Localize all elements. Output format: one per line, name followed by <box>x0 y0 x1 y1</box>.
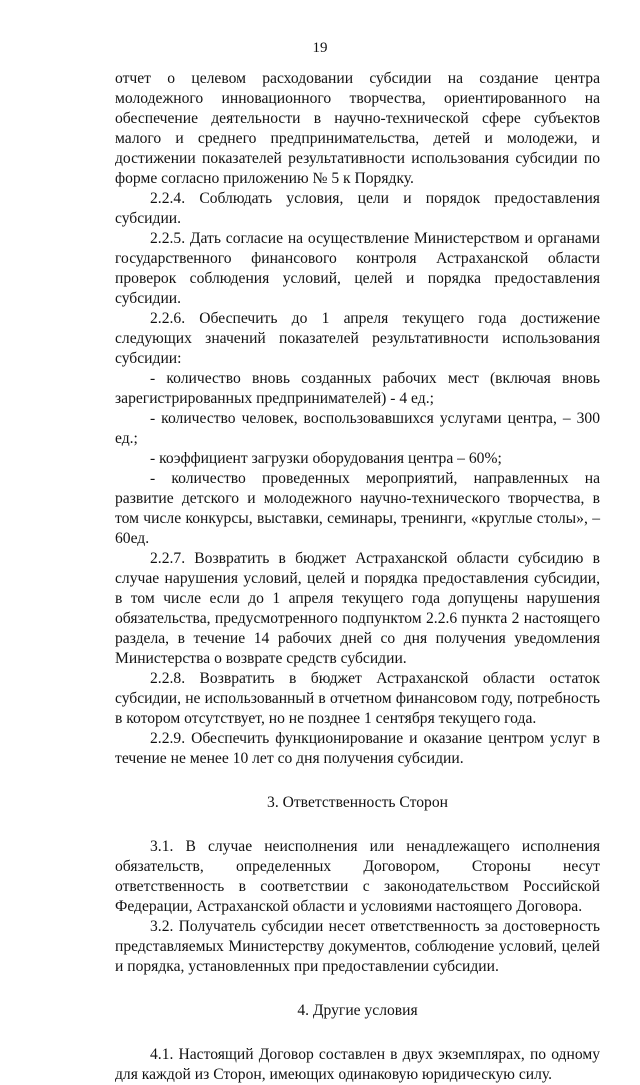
section-3-heading: 3. Ответственность Сторон <box>267 794 448 811</box>
paragraph-2-2-9: 2.2.9. Обеспечить функционирование и оказание центром услуг в течение не менее 10 лет со дня получения субсидии. <box>115 730 600 767</box>
list-item-visitors: - количество человек, воспользовавшихся услугами центра, – 300 ед.; <box>115 410 600 447</box>
paragraph-2-2-6: 2.2.6. Обеспечить до 1 апреля текущего года достижение следующих значений показателей результативности использования субсидии: <box>115 310 600 367</box>
page-number: 19 <box>312 40 328 56</box>
paragraph-2-2-4: 2.2.4. Соблюдать условия, цели и порядок предоставления субсидии. <box>115 190 600 227</box>
paragraph-2-2-7: 2.2.7. Возвратить в бюджет Астраханской области субсидию в случае нарушения условий, целей и порядка предоставления субсидии, в том числе если до 1 апреля текущего года допущены нарушения обязательства, предусмотренного подпунктом 2.2.6 пункта 2 настоящего раздела, в течение 14 рабочих дней со дня получения уведомления Министерства о возврате средств субсидии. <box>115 550 600 667</box>
paragraph-4-1: 4.1. Настоящий Договор составлен в двух экземплярах, по одному для каждой из Сторон, имеющих одинаковую юридическую силу. <box>115 1046 600 1083</box>
list-item-jobs: - количество вновь созданных рабочих мест (включая вновь зарегистрированных предпринимателей) - 4 ед.; <box>115 370 600 407</box>
document-body <box>115 69 600 1085</box>
paragraph-3-1: 3.1. В случае неисполнения или ненадлежащего исполнения обязательств, определенных Договором, Стороны несут ответственность в соответствии с законодательством Российской Федерации, Астраханской области и условиями настоящего Договора. <box>115 838 600 915</box>
list-item-events: - количество проведенных мероприятий, направленных на развитие детского и молодежного научно-технического творчества, в том числе конкурсы, выставки, семинары, тренинги, «круглые столы», – 60ед. <box>115 470 600 547</box>
paragraph-2-2-5: 2.2.5. Дать согласие на осуществление Министерством и органами государственного финансового контроля Астраханской области проверок соблюдения условий, целей и порядка предоставления субсидии. <box>115 230 600 307</box>
paragraph-3-2: 3.2. Получатель субсидии несет ответственность за достоверность представляемых Министерству документов, соблюдение условий, целей и порядка, установленных при предоставлении субсидии. <box>115 918 600 975</box>
list-item-equipment-load: - коэффициент загрузки оборудования центра – 60%; <box>150 450 502 467</box>
paragraph-report: отчет о целевом расходовании субсидии на создание центра молодежного инновационного творчества, ориентированного на обеспечение деятельности в научно-технической сфере субъектов малого и среднего предпринимательства, детей и молодежи, и достижении показателей результативности использования субсидии по форме согласно приложению № 5 к Порядку. <box>115 70 600 187</box>
paragraph-2-2-8: 2.2.8. Возвратить в бюджет Астраханской области остаток субсидии, не использованный в отчетном финансовом году, потребность в котором отсутствует, но не позднее 1 сентября текущего года. <box>115 670 600 727</box>
section-4-heading: 4. Другие условия <box>297 1002 418 1019</box>
